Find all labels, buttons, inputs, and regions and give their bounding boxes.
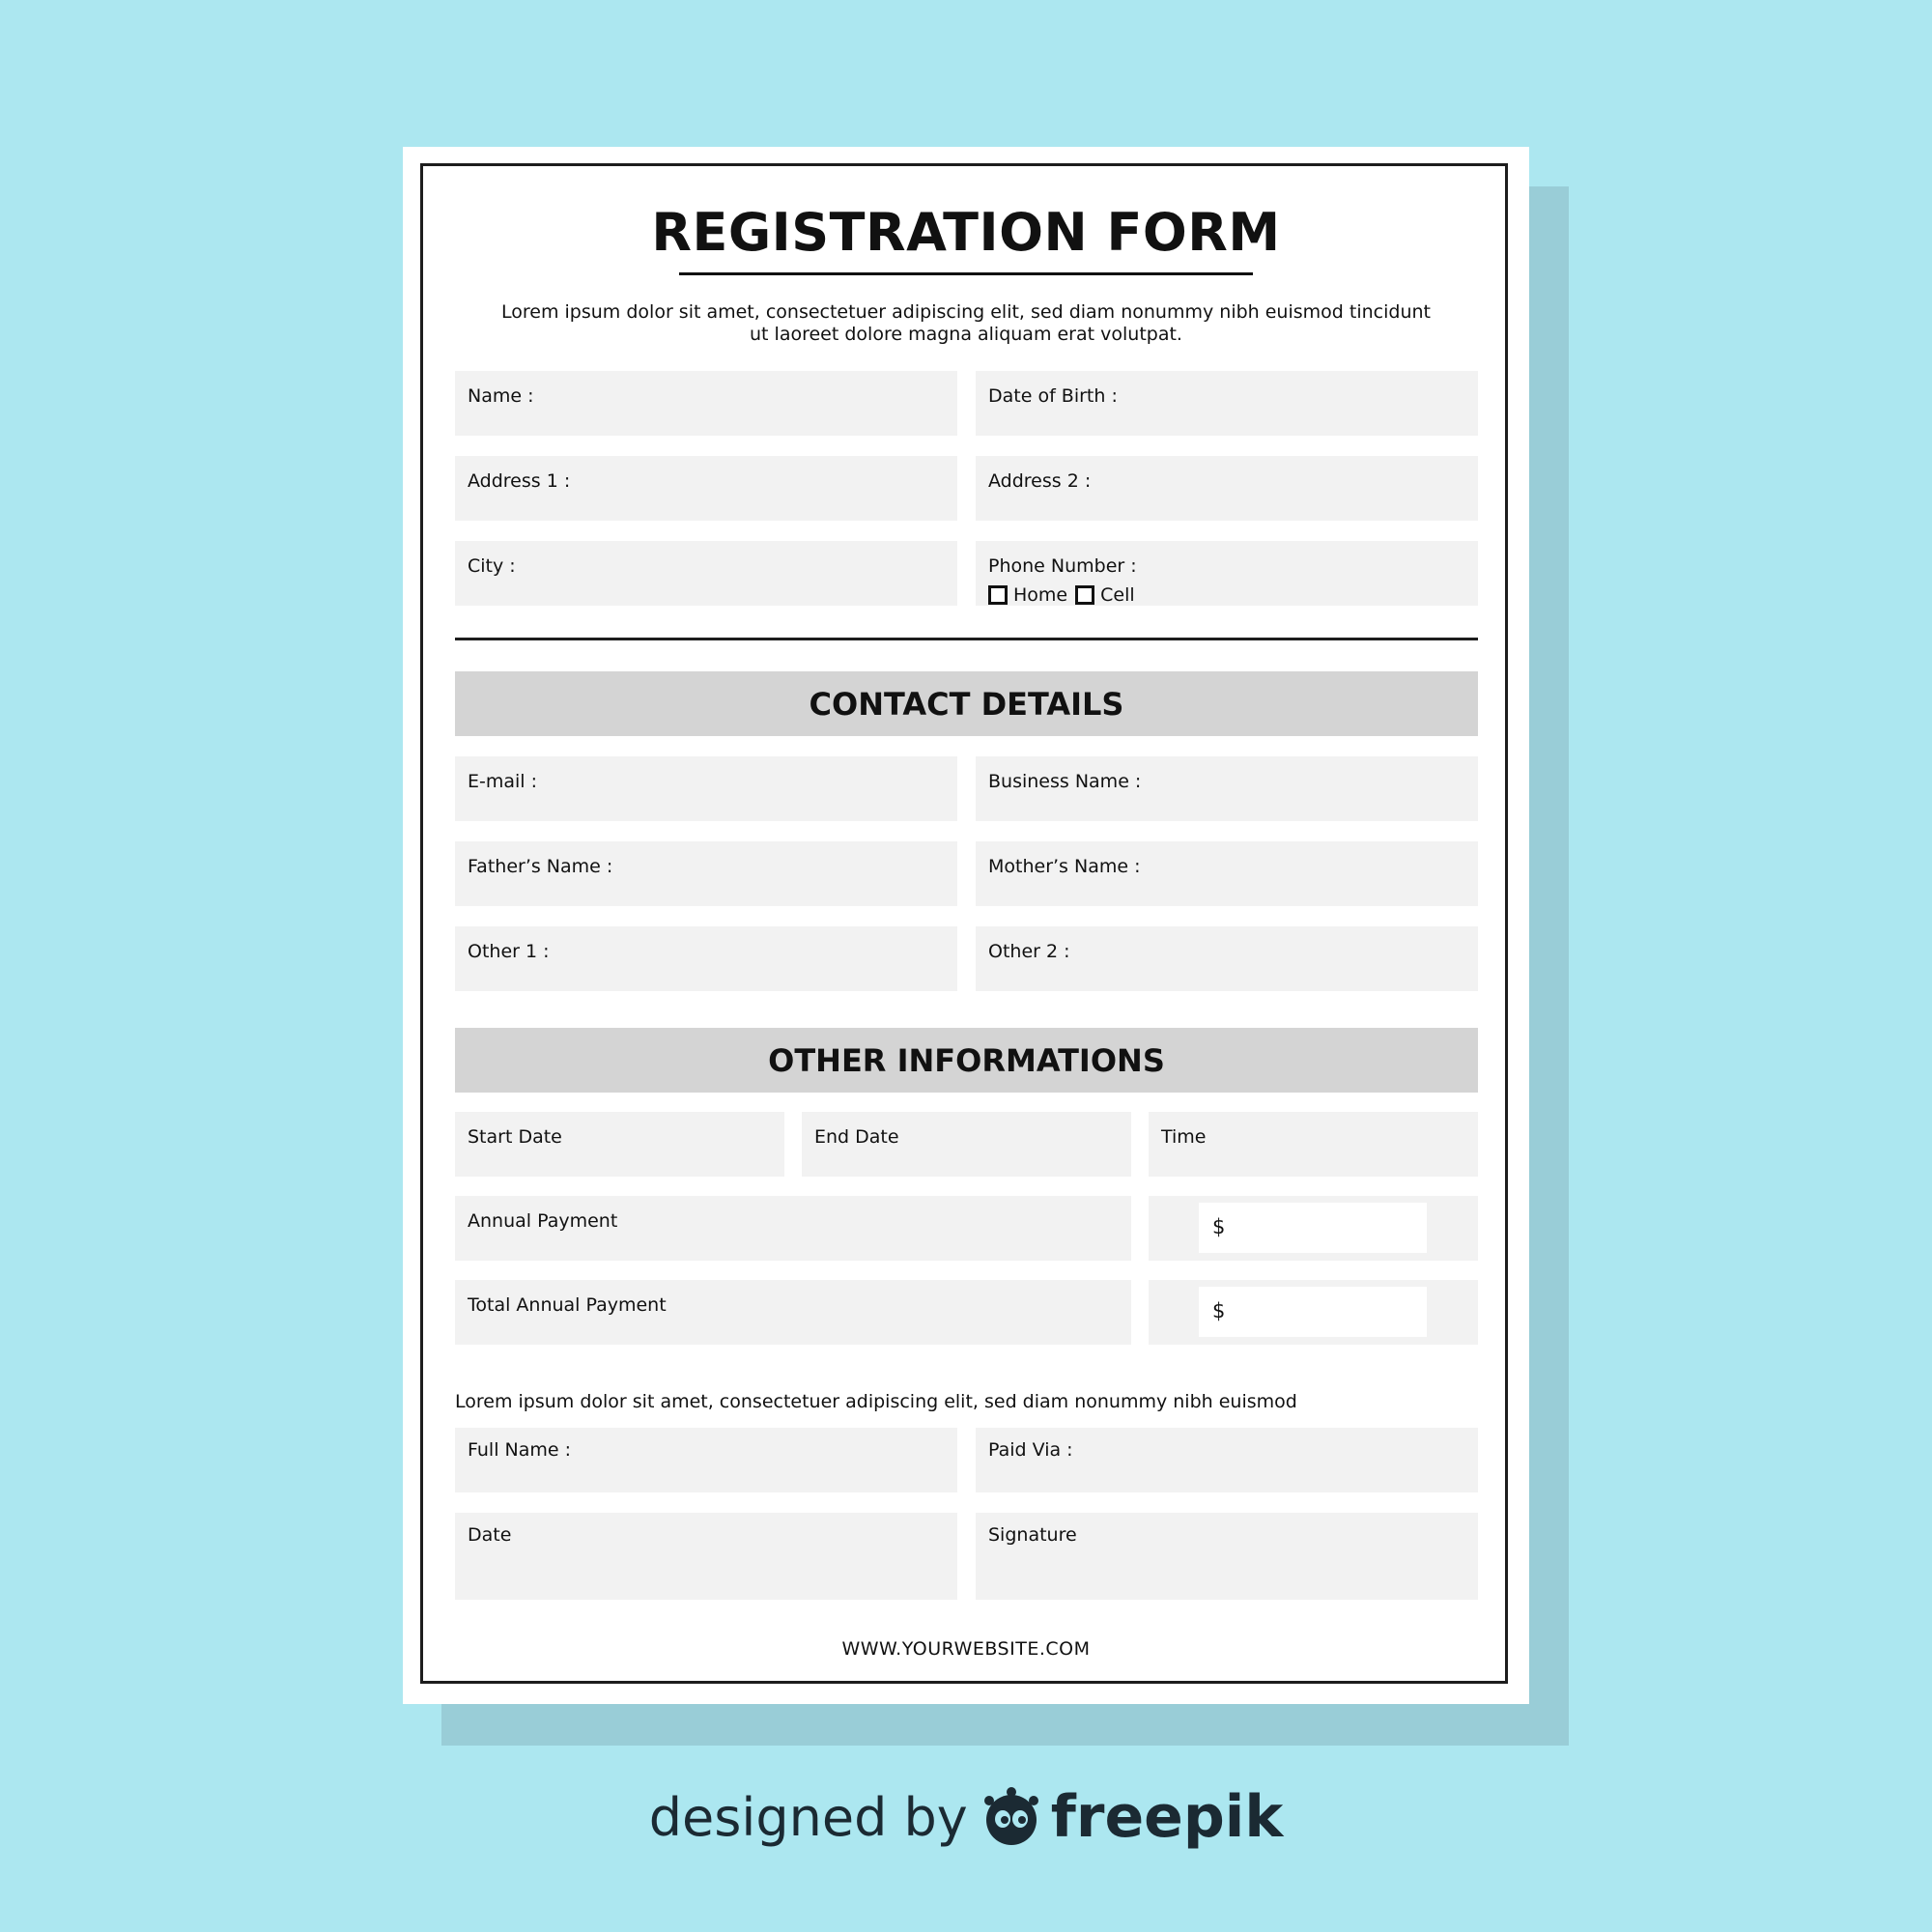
total-annual-payment-row xyxy=(455,1280,1131,1345)
father-name-label: Father’s Name : xyxy=(468,856,613,877)
name-label: Name : xyxy=(468,385,534,407)
annual-payment-box xyxy=(1149,1196,1478,1261)
intro-text: Lorem ipsum dolor sit amet, consectetuer adipiscing elit, sed diam nonummy nibh euismod tincidunt ut laoreet dolore magna aliquam erat volutpat. xyxy=(501,301,1431,345)
website-url: WWW.YOURWEBSITE.COM xyxy=(841,1638,1091,1660)
annual-currency-symbol: $ xyxy=(1212,1215,1226,1238)
other1-field[interactable] xyxy=(455,926,957,991)
time-field[interactable] xyxy=(1149,1112,1478,1177)
name-field[interactable] xyxy=(455,371,957,436)
total-annual-payment-box xyxy=(1149,1280,1478,1345)
credit-prefix: designed by xyxy=(648,1786,968,1848)
email-field[interactable] xyxy=(455,756,957,821)
full-name-label: Full Name : xyxy=(468,1439,572,1461)
freepik-brand: freepik xyxy=(1050,1783,1284,1851)
form-title: REGISTRATION FORM xyxy=(651,202,1281,263)
date-field[interactable] xyxy=(455,1513,957,1600)
mother-name-field[interactable] xyxy=(976,841,1478,906)
cell-checkbox[interactable] xyxy=(1075,585,1094,605)
annual-payment-label: Annual Payment xyxy=(468,1210,618,1232)
registration-sheet xyxy=(403,147,1529,1704)
business-name-field[interactable] xyxy=(976,756,1478,821)
paid-via-field[interactable] xyxy=(976,1428,1478,1492)
paid-via-label: Paid Via : xyxy=(988,1439,1073,1461)
business-name-label: Business Name : xyxy=(988,771,1142,792)
address2-field[interactable] xyxy=(976,456,1478,521)
mother-name-label: Mother’s Name : xyxy=(988,856,1141,877)
phone-type-options xyxy=(988,584,1465,606)
signature-field[interactable] xyxy=(976,1513,1478,1600)
start-date-label: Start Date xyxy=(468,1126,562,1148)
other2-field[interactable] xyxy=(976,926,1478,991)
other2-label: Other 2 : xyxy=(988,941,1070,962)
address1-field[interactable] xyxy=(455,456,957,521)
phone-label: Phone Number : xyxy=(988,555,1137,577)
cell-label: Cell xyxy=(1100,584,1135,606)
city-label: City : xyxy=(468,555,516,577)
time-label: Time xyxy=(1161,1126,1207,1148)
dob-label: Date of Birth : xyxy=(988,385,1118,407)
address1-label: Address 1 : xyxy=(468,470,571,492)
annual-payment-row xyxy=(455,1196,1131,1261)
home-label: Home xyxy=(1013,584,1068,606)
total-currency-symbol: $ xyxy=(1212,1299,1226,1322)
home-option[interactable] xyxy=(988,584,1067,606)
cell-option[interactable] xyxy=(1075,584,1135,606)
city-field[interactable] xyxy=(455,541,957,606)
payment-note: Lorem ipsum dolor sit amet, consectetuer adipiscing elit, sed diam nonummy nibh euismod xyxy=(455,1391,1297,1412)
total-annual-payment-label: Total Annual Payment xyxy=(468,1294,667,1316)
other1-label: Other 1 : xyxy=(468,941,550,962)
start-date-field[interactable] xyxy=(455,1112,784,1177)
date-label: Date xyxy=(468,1524,512,1546)
end-date-field[interactable] xyxy=(802,1112,1131,1177)
email-label: E-mail : xyxy=(468,771,538,792)
other-informations-heading: OTHER INFORMATIONS xyxy=(455,1028,1478,1093)
annual-payment-input[interactable] xyxy=(1199,1203,1427,1253)
freepik-logo-icon xyxy=(981,1787,1041,1847)
contact-details-heading: CONTACT DETAILS xyxy=(455,671,1478,736)
end-date-label: End Date xyxy=(814,1126,899,1148)
full-name-field[interactable] xyxy=(455,1428,957,1492)
designer-credit xyxy=(0,1783,1932,1851)
father-name-field[interactable] xyxy=(455,841,957,906)
home-checkbox[interactable] xyxy=(988,585,1008,605)
signature-label: Signature xyxy=(988,1524,1077,1546)
phone-field[interactable] xyxy=(976,541,1478,606)
total-annual-payment-input[interactable] xyxy=(1199,1287,1427,1337)
title-underline xyxy=(679,272,1253,275)
dob-field[interactable] xyxy=(976,371,1478,436)
section-divider xyxy=(455,638,1478,640)
address2-label: Address 2 : xyxy=(988,470,1092,492)
